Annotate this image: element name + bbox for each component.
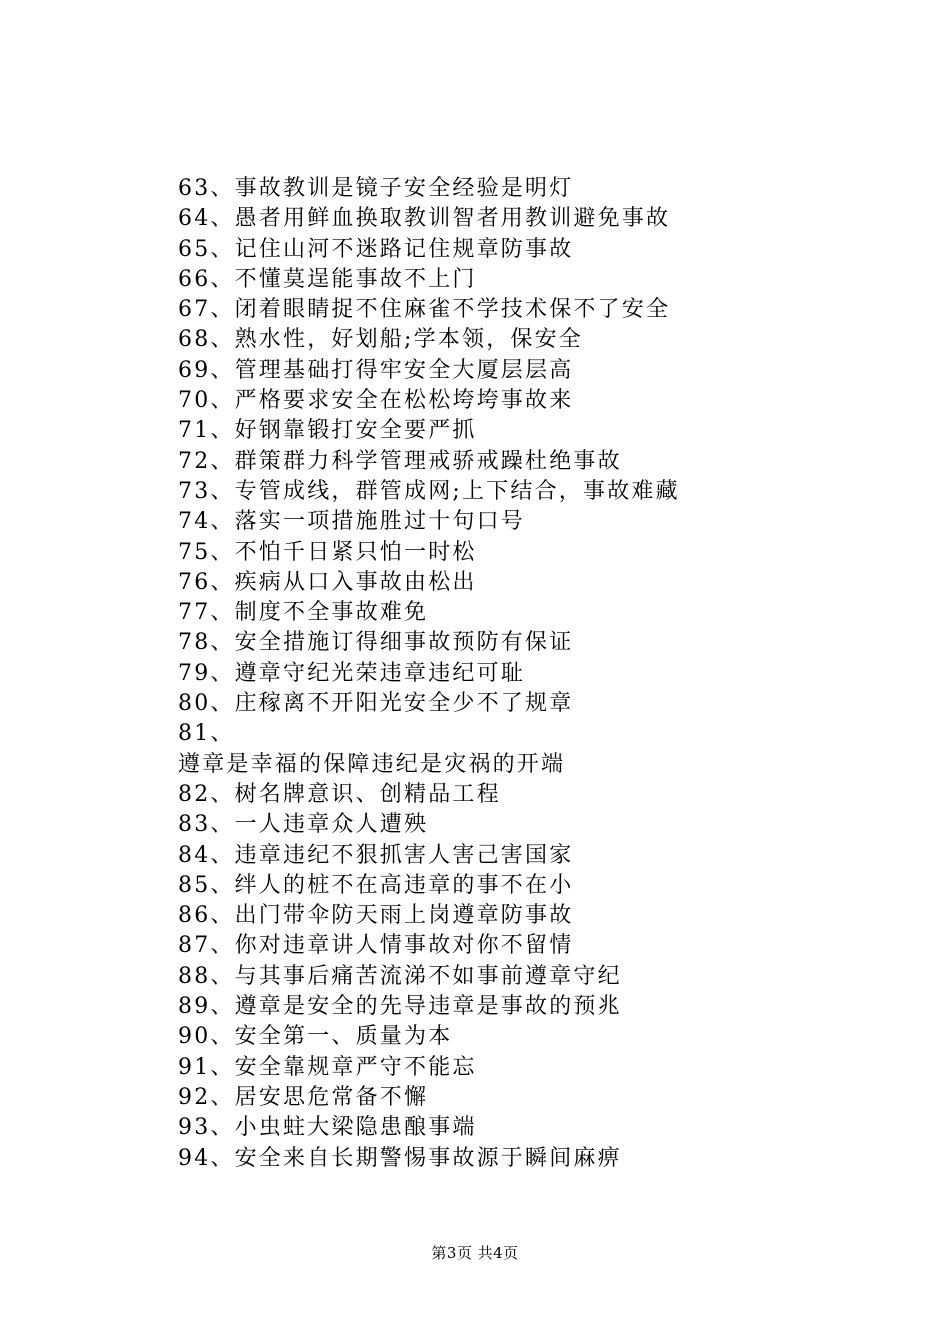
page-footer: 第3页 共4页: [431, 1244, 519, 1262]
slogan-line: 70、严格要求安全在松松垮垮事故来: [178, 388, 574, 414]
slogan-line: 79、遵章守纪光荣违章违纪可耻: [178, 660, 525, 686]
slogan-line: 89、遵章是安全的先导违章是事故的预兆: [178, 994, 622, 1020]
slogan-line: 90、安全第一、质量为本: [178, 1024, 453, 1050]
slogan-line: 93、小虫蛀大梁隐患酿事端: [178, 1115, 477, 1141]
slogan-line: 68、熟水性，好划船;学本领，保安全: [178, 327, 584, 353]
slogan-line: 83、一人违章众人遭殃: [178, 812, 429, 838]
slogan-line: 遵章是幸福的保障违纪是灾祸的开端: [178, 751, 566, 777]
slogan-line: 80、庄稼离不开阳光安全少不了规章: [178, 691, 574, 717]
slogan-line: 88、与其事后痛苦流涕不如事前遵章守纪: [178, 963, 622, 989]
slogan-line: 77、制度不全事故难免: [178, 600, 429, 626]
slogan-line: 91、安全靠规章严守不能忘: [178, 1054, 477, 1080]
slogan-line: 73、专管成线，群管成网;上下结合，事故难藏: [178, 478, 680, 504]
slogan-line: 65、记住山河不迷路记住规章防事故: [178, 236, 574, 262]
slogan-line: 92、居安思危常备不懈: [178, 1084, 429, 1110]
slogan-line: 69、管理基础打得牢安全大厦层层高: [178, 357, 574, 383]
slogan-line: 64、愚者用鲜血换取教训智者用教训避免事故: [178, 206, 671, 232]
slogan-line: 63、事故教训是镜子安全经验是明灯: [178, 176, 574, 201]
slogan-line: 74、落实一项措施胜过十句口号: [178, 509, 525, 535]
slogan-line: 82、树名牌意识、创精品工程: [178, 781, 501, 807]
slogan-line: 87、你对违章讲人情事故对你不留情: [178, 933, 574, 959]
slogan-line: 86、出门带伞防天雨上岗遵章防事故: [178, 903, 574, 929]
slogan-line: 85、绊人的桩不在高违章的事不在小: [178, 872, 574, 898]
slogan-line: 66、不懂莫逞能事故不上门: [178, 266, 477, 292]
slogan-line: 75、不怕千日紧只怕一时松: [178, 539, 477, 565]
slogan-line: 71、好钢靠锻打安全要严抓: [178, 418, 477, 444]
slogan-line: 78、安全措施订得细事故预防有保证: [178, 630, 574, 656]
slogan-line: 76、疾病从口入事故由松出: [178, 569, 477, 595]
slogan-line: 94、安全来自长期警惕事故源于瞬间麻痹: [178, 1145, 622, 1171]
slogan-line: 72、群策群力科学管理戒骄戒躁杜绝事故: [178, 448, 622, 474]
slogan-line: 84、违章违纪不狠抓害人害己害国家: [178, 842, 574, 868]
slogan-line: 67、闭着眼睛捉不住麻雀不学技术保不了安全: [178, 297, 671, 323]
slogan-list: [178, 174, 898, 1174]
slogan-line: 81、: [178, 721, 235, 747]
